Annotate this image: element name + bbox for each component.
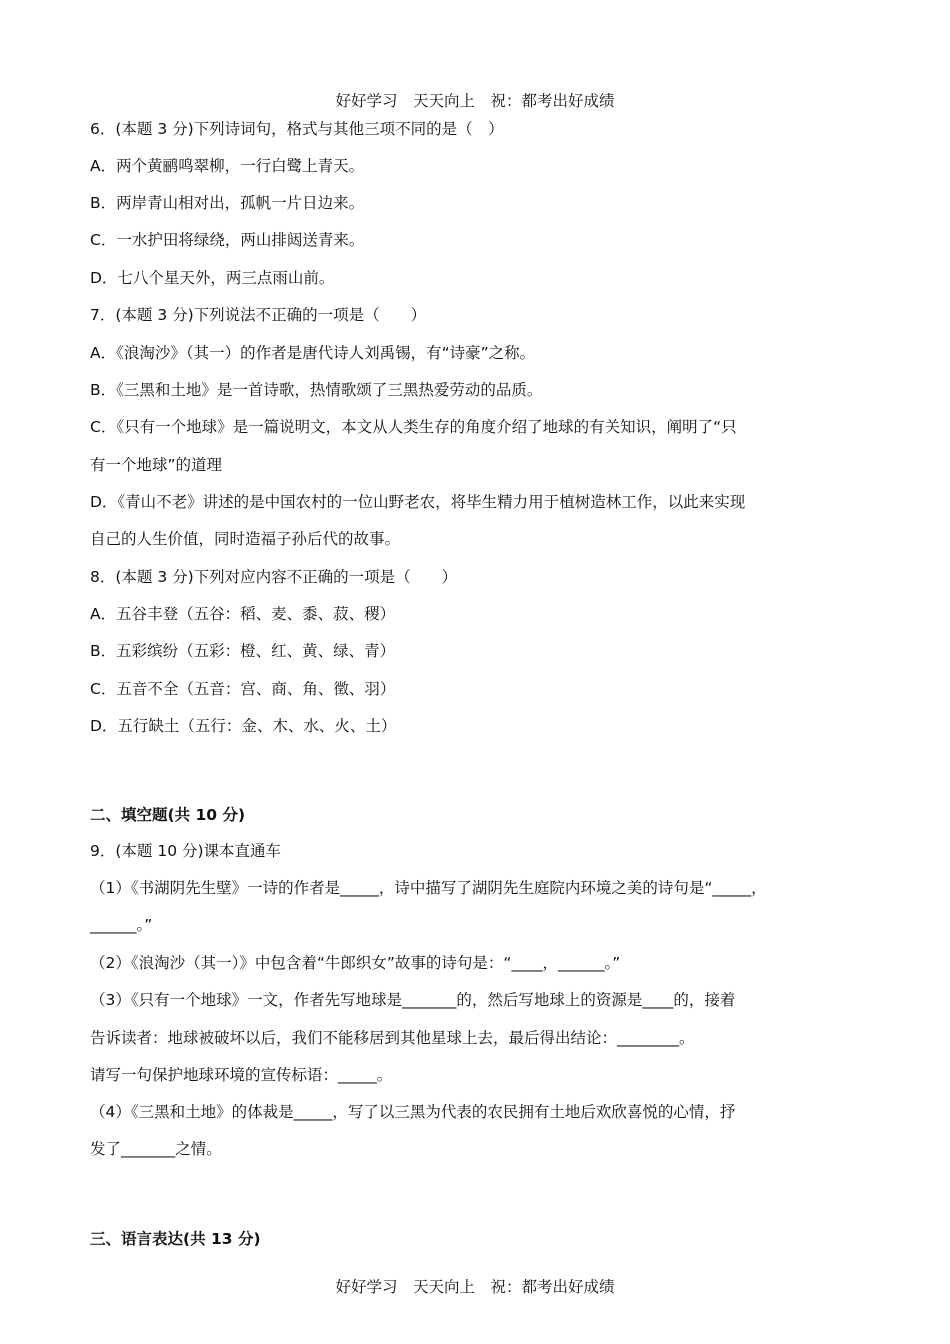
section-3-title: 三、语言表达(共 13 分): [90, 1230, 261, 1248]
q9-part-2: （2）《浪淘沙（其一）》中包含着“牛郎织女”故事的诗句是：“____，______。”: [90, 954, 621, 972]
section-2-title: 二、填空题(共 10 分): [90, 806, 246, 824]
q8-option-d: D．五行缺土（五行：金、木、水、火、土）: [90, 717, 397, 735]
q8-option-a: A．五谷丰登（五谷：稻、麦、黍、菽、稷）: [90, 605, 396, 623]
q9-part-3: （3）《只有一个地球》一文，作者先写地球是_______的，然后写地球上的资源是____的，接着: [90, 991, 736, 1009]
q9-part-4-cont: 发了_______之情。: [90, 1140, 222, 1158]
q6-option-d: D．七八个星天外，两三点雨山前。: [90, 269, 335, 287]
question-8-stem: 8．(本题 3 分)下列对应内容不正确的一项是（ ）: [90, 568, 458, 586]
q6-option-c: C．一水护田将绿绕，两山排闼送青来。: [90, 231, 365, 249]
q9-part-1-cont: ______。”: [90, 916, 153, 934]
q7-option-d-cont: 自己的人生价值，同时造福子孙后代的故事。: [90, 530, 401, 548]
page-footer: 好好学习 天天向上 祝：都考出好成绩: [335, 1278, 615, 1296]
q9-part-3-cont: 告诉读者：地球被破坏以后，我们不能移居到其他星球上去，最后得出结论：________。: [90, 1029, 695, 1047]
question-7-stem: 7．(本题 3 分)下列说法不正确的一项是（ ）: [90, 306, 427, 324]
q7-option-d: D．《青山不老》讲述的是中国农村的一位山野老农，将毕生精力用于植树造林工作，以此来实现: [90, 493, 746, 511]
q6-option-b: B．两岸青山相对出，孤帆一片日边来。: [90, 194, 365, 212]
q8-option-c: C．五音不全（五音：宫、商、角、徵、羽）: [90, 680, 396, 698]
q6-option-a: A．两个黄鹂鸣翠柳，一行白鹭上青天。: [90, 157, 365, 175]
q7-option-c: C．《只有一个地球》是一篇说明文，本文从人类生存的角度介绍了地球的有关知识，阐明了“只: [90, 418, 737, 436]
q7-option-b: B．《三黑和土地》是一首诗歌，热情歌颂了三黑热爱劳动的品质。: [90, 381, 543, 399]
q9-part-1: （1）《书湖阴先生壁》一诗的作者是_____，诗中描写了湖阴先生庭院内环境之美的诗句是“_____，: [90, 879, 767, 897]
q9-part-4: （4）《三黑和土地》的体裁是_____，写了以三黑为代表的农民拥有土地后欢欣喜悦的心情，抒: [90, 1103, 736, 1121]
q7-option-a: A．《浪淘沙》（其一）的作者是唐代诗人刘禹锡，有“诗豪”之称。: [90, 344, 536, 362]
question-9-stem: 9．(本题 10 分)课本直通车: [90, 842, 282, 860]
q9-part-3-slogan: 请写一句保护地球环境的宣传标语：_____。: [90, 1066, 393, 1084]
q7-option-c-cont: 有一个地球”的道理: [90, 456, 223, 474]
page-header: 好好学习 天天向上 祝：都考出好成绩: [335, 92, 615, 110]
q8-option-b: B．五彩缤纷（五彩：橙、红、黄、绿、青）: [90, 642, 396, 660]
question-6-stem: 6．(本题 3 分)下列诗词句，格式与其他三项不同的是（ ）: [90, 120, 504, 138]
